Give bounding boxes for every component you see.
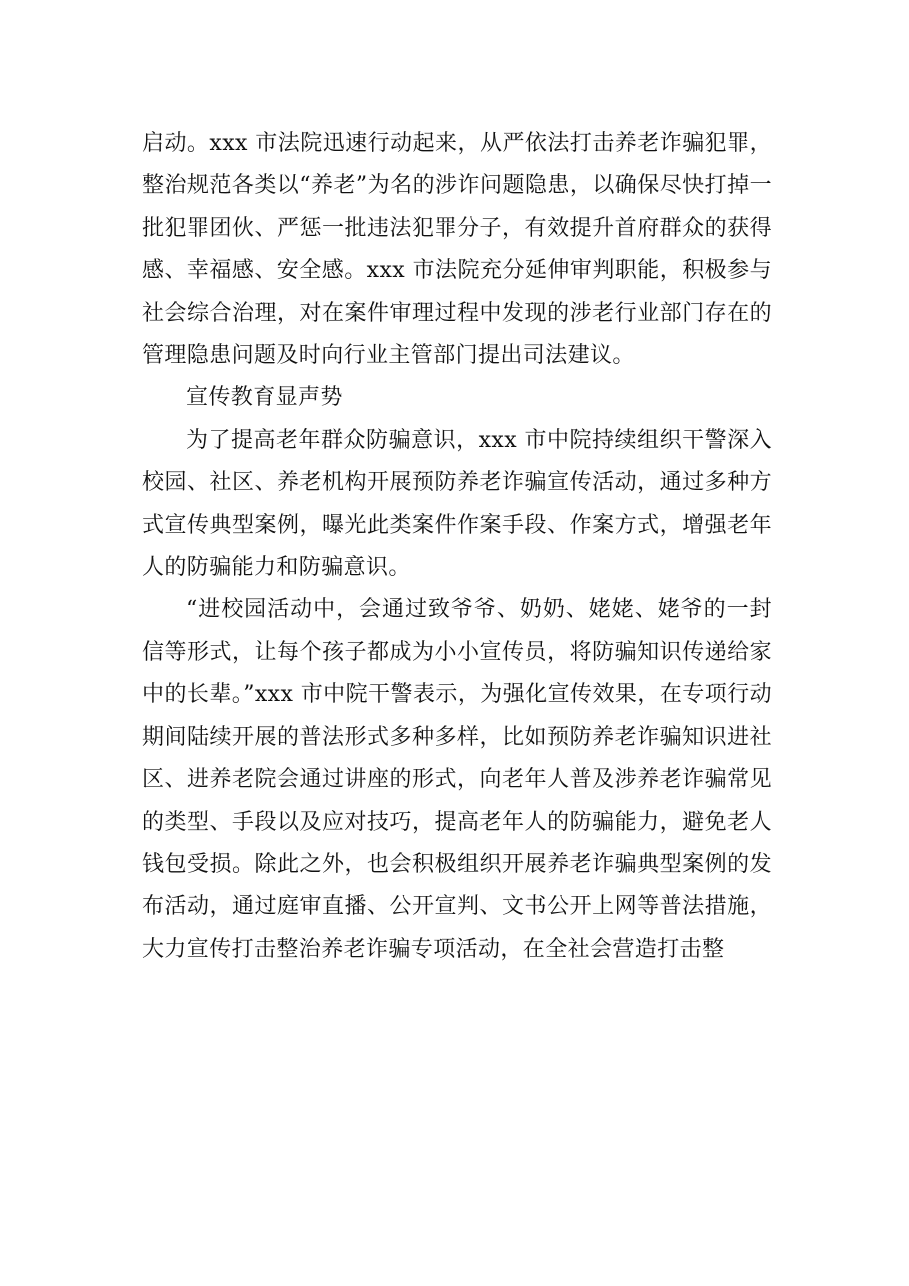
paragraph-court-action: 启动。xxx 市法院迅速行动起来，从严依法打击养老诈骗犯罪，整治规范各类以“养老”为名的涉诈问题隐患，以确保尽快打掉一批犯罪团伙、严惩一批违法犯罪分子，有效提升首府群众的获得感、幸福感、安全感。xxx 市法院充分延伸审判职能，积极参与社会综合治理，对在案件审理过程中发现的涉老行业部门存在的管理隐患问题及时向行业主管部门提出司法建议。 (142, 131, 772, 369)
section-heading-publicity: 宣传教育显声势 (186, 385, 343, 411)
paragraph-campus-activity: “进校园活动中，会通过致爷爷、奶奶、姥姥、姥爷的一封信等形式，让每个孩子都成为小小宣传员，将防骗知识传递给家中的长辈。”xxx 市中院干警表示，为强化宣传效果，在专项行动期间陆续开展的普法形式多种多样，比如预防养老诈骗知识进社区、进养老院会通过讲座的形式，向老年人普及涉养老诈骗常见的类型、手段以及应对技巧，提高老年人的防骗能力，避免老人钱包受损。除此之外，也会积极组织开展养老诈骗典型案例的发布活动，通过庭审直播、公开宣判、文书公开上网等普法措施，大力宣传打击整治养老诈骗专项活动，在全社会营造打击整 (142, 597, 772, 962)
paragraph-awareness: 为了提高老年群众防骗意识，xxx 市中院持续组织干警深入校园、社区、养老机构开展预防养老诈骗宣传活动，通过多种方式宣传典型案例，曝光此类案件作案手段、作案方式，增强老年人的防骗能力和防骗意识。 (142, 427, 772, 581)
document-body (142, 123, 772, 971)
